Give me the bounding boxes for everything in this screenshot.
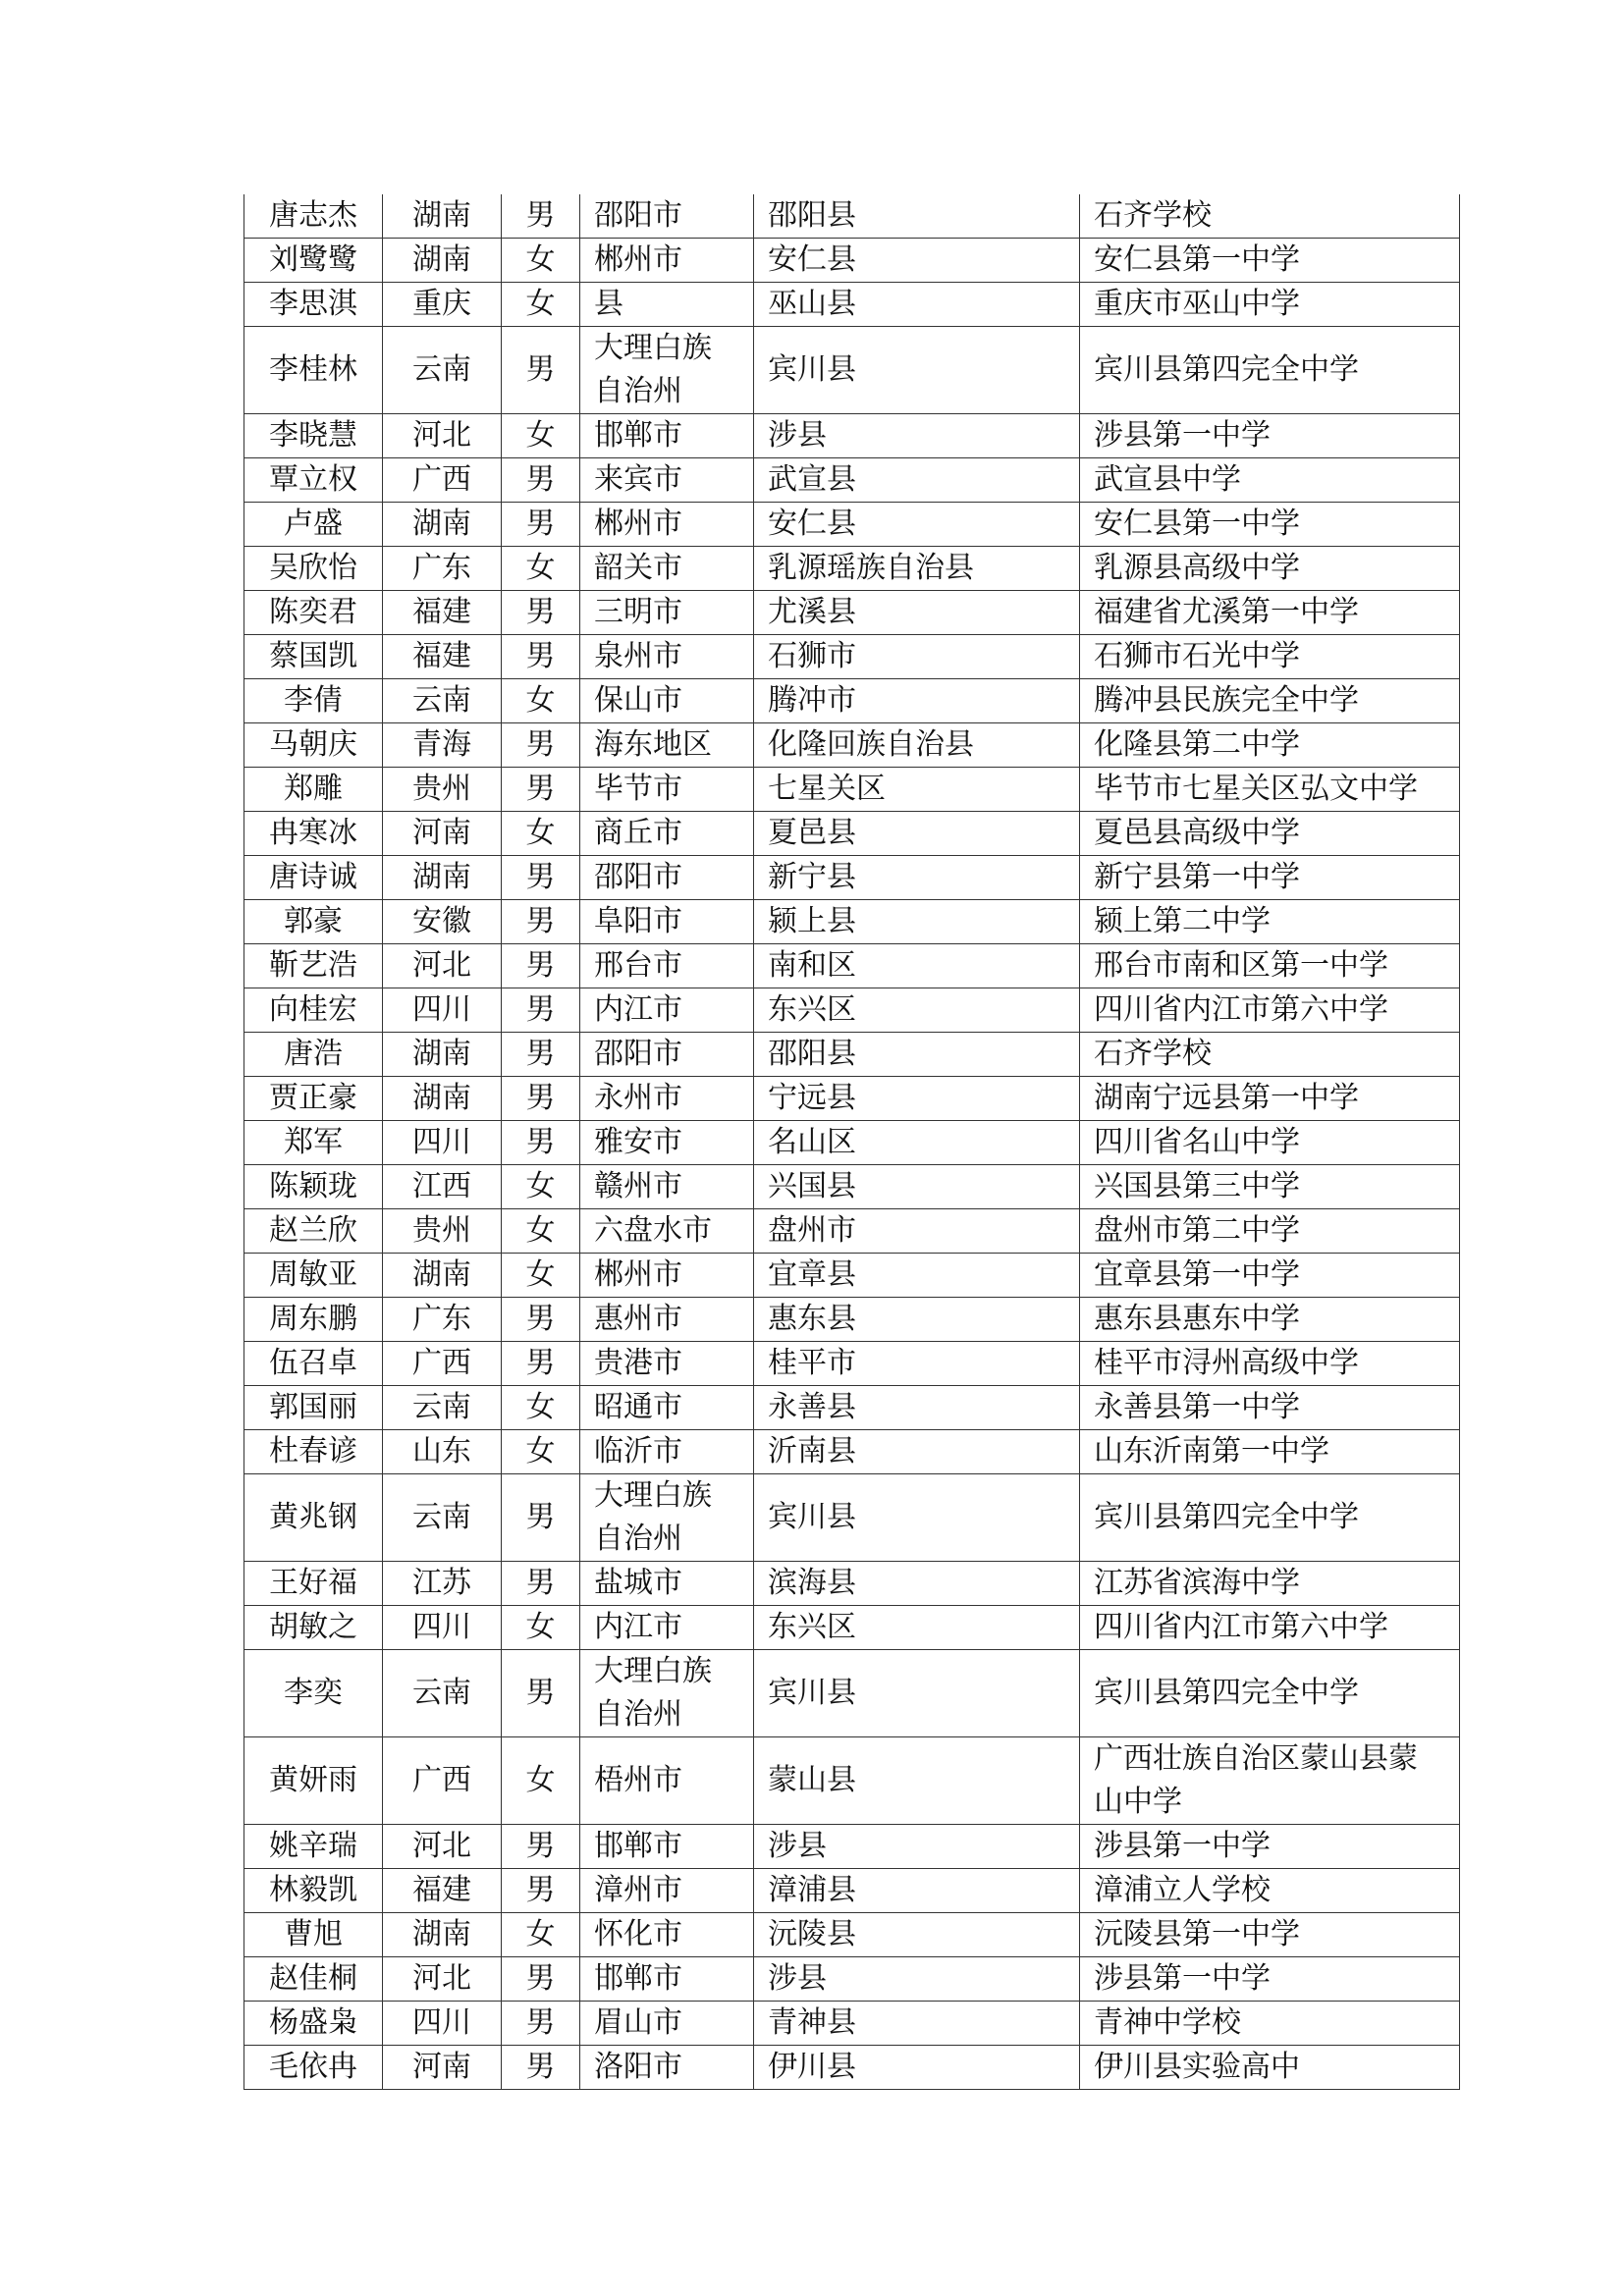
city-cell: 邯郸市 <box>580 414 754 458</box>
province-cell: 福建 <box>383 1869 502 1913</box>
gender-cell: 男 <box>502 194 580 239</box>
school-cell: 湖南宁远县第一中学 <box>1080 1077 1460 1121</box>
gender-cell: 男 <box>502 1033 580 1077</box>
county-cell: 名山区 <box>754 1121 1080 1165</box>
county-cell: 腾冲市 <box>754 679 1080 723</box>
county-cell: 宾川县 <box>754 1474 1080 1562</box>
province-cell: 湖南 <box>383 1254 502 1298</box>
gender-cell: 男 <box>502 1562 580 1606</box>
student-name-cell: 冉寒冰 <box>244 812 383 856</box>
city-cell: 邯郸市 <box>580 1957 754 2002</box>
gender-cell: 女 <box>502 1254 580 1298</box>
table-row <box>244 2002 1460 2046</box>
gender-cell: 男 <box>502 1650 580 1737</box>
city-cell: 惠州市 <box>580 1298 754 1342</box>
gender-cell: 女 <box>502 812 580 856</box>
school-cell: 邢台市南和区第一中学 <box>1080 944 1460 988</box>
student-name-cell: 赵佳桐 <box>244 1957 383 2002</box>
table-row <box>244 1474 1460 1562</box>
city-cell: 海东地区 <box>580 723 754 768</box>
city-cell: 大理白族自治州 <box>580 1474 754 1562</box>
school-cell: 兴国县第三中学 <box>1080 1165 1460 1209</box>
county-cell: 宜章县 <box>754 1254 1080 1298</box>
table-row <box>244 856 1460 900</box>
county-cell: 青神县 <box>754 2002 1080 2046</box>
student-name-cell: 马朝庆 <box>244 723 383 768</box>
school-cell: 盘州市第二中学 <box>1080 1209 1460 1254</box>
county-cell: 武宣县 <box>754 458 1080 503</box>
student-name-cell: 唐浩 <box>244 1033 383 1077</box>
student-name-cell: 刘鹭鹭 <box>244 239 383 283</box>
table-row <box>244 414 1460 458</box>
city-cell: 赣州市 <box>580 1165 754 1209</box>
city-cell: 盐城市 <box>580 1562 754 1606</box>
province-cell: 河北 <box>383 1957 502 2002</box>
table-row <box>244 1165 1460 1209</box>
table-row <box>244 1254 1460 1298</box>
student-name-cell: 唐志杰 <box>244 194 383 239</box>
county-cell: 沅陵县 <box>754 1913 1080 1957</box>
student-name-cell: 胡敏之 <box>244 1606 383 1650</box>
student-name-cell: 伍召卓 <box>244 1342 383 1386</box>
school-cell: 重庆市巫山中学 <box>1080 283 1460 327</box>
province-cell: 江苏 <box>383 1562 502 1606</box>
table-row <box>244 1650 1460 1737</box>
school-cell: 惠东县惠东中学 <box>1080 1298 1460 1342</box>
gender-cell: 女 <box>502 414 580 458</box>
city-cell: 商丘市 <box>580 812 754 856</box>
city-cell: 县 <box>580 283 754 327</box>
gender-cell: 男 <box>502 1474 580 1562</box>
province-cell: 四川 <box>383 988 502 1033</box>
gender-cell: 男 <box>502 1825 580 1869</box>
gender-cell: 男 <box>502 1077 580 1121</box>
county-cell: 东兴区 <box>754 1606 1080 1650</box>
county-cell: 永善县 <box>754 1386 1080 1430</box>
school-cell: 石齐学校 <box>1080 194 1460 239</box>
city-cell: 保山市 <box>580 679 754 723</box>
school-cell: 宾川县第四完全中学 <box>1080 1650 1460 1737</box>
city-cell: 阜阳市 <box>580 900 754 944</box>
school-cell: 毕节市七星关区弘文中学 <box>1080 768 1460 812</box>
school-cell: 涉县第一中学 <box>1080 1825 1460 1869</box>
city-cell: 邵阳市 <box>580 856 754 900</box>
table-row <box>244 988 1460 1033</box>
student-name-cell: 杜春谚 <box>244 1430 383 1474</box>
school-cell: 宜章县第一中学 <box>1080 1254 1460 1298</box>
school-cell: 安仁县第一中学 <box>1080 239 1460 283</box>
city-cell: 泉州市 <box>580 635 754 679</box>
gender-cell: 男 <box>502 2046 580 2090</box>
city-cell: 大理白族自治州 <box>580 1650 754 1737</box>
gender-cell: 男 <box>502 1121 580 1165</box>
province-cell: 贵州 <box>383 1209 502 1254</box>
student-roster-table <box>244 194 1460 2090</box>
province-cell: 广西 <box>383 458 502 503</box>
school-cell: 夏邑县高级中学 <box>1080 812 1460 856</box>
gender-cell: 男 <box>502 635 580 679</box>
student-name-cell: 李思淇 <box>244 283 383 327</box>
table-row <box>244 1562 1460 1606</box>
table-row <box>244 2046 1460 2090</box>
county-cell: 七星关区 <box>754 768 1080 812</box>
gender-cell: 男 <box>502 900 580 944</box>
school-cell: 涉县第一中学 <box>1080 414 1460 458</box>
school-cell: 武宣县中学 <box>1080 458 1460 503</box>
student-name-cell: 郑雕 <box>244 768 383 812</box>
table-row <box>244 635 1460 679</box>
province-cell: 广西 <box>383 1737 502 1825</box>
school-cell: 山东沂南第一中学 <box>1080 1430 1460 1474</box>
province-cell: 云南 <box>383 327 502 414</box>
table-row <box>244 1737 1460 1825</box>
city-cell: 漳州市 <box>580 1869 754 1913</box>
province-cell: 湖南 <box>383 856 502 900</box>
school-cell: 广西壮族自治区蒙山县蒙山中学 <box>1080 1737 1460 1825</box>
gender-cell: 女 <box>502 1737 580 1825</box>
province-cell: 云南 <box>383 1386 502 1430</box>
gender-cell: 男 <box>502 1869 580 1913</box>
city-cell: 临沂市 <box>580 1430 754 1474</box>
table-row <box>244 503 1460 547</box>
county-cell: 颍上县 <box>754 900 1080 944</box>
city-cell: 邵阳市 <box>580 194 754 239</box>
city-cell: 三明市 <box>580 591 754 635</box>
province-cell: 福建 <box>383 591 502 635</box>
province-cell: 江西 <box>383 1165 502 1209</box>
student-name-cell: 蔡国凯 <box>244 635 383 679</box>
school-cell: 腾冲县民族完全中学 <box>1080 679 1460 723</box>
county-cell: 漳浦县 <box>754 1869 1080 1913</box>
table-row <box>244 812 1460 856</box>
table-row <box>244 1033 1460 1077</box>
county-cell: 桂平市 <box>754 1342 1080 1386</box>
city-cell: 郴州市 <box>580 503 754 547</box>
table-row <box>244 1869 1460 1913</box>
student-name-cell: 姚辛瑞 <box>244 1825 383 1869</box>
school-cell: 宾川县第四完全中学 <box>1080 327 1460 414</box>
city-cell: 昭通市 <box>580 1386 754 1430</box>
student-name-cell: 郑军 <box>244 1121 383 1165</box>
table-row <box>244 1606 1460 1650</box>
county-cell: 巫山县 <box>754 283 1080 327</box>
gender-cell: 男 <box>502 327 580 414</box>
city-cell: 大理白族自治州 <box>580 327 754 414</box>
table-row <box>244 1430 1460 1474</box>
table-row <box>244 547 1460 591</box>
school-cell: 福建省尤溪第一中学 <box>1080 591 1460 635</box>
student-name-cell: 唐诗诚 <box>244 856 383 900</box>
gender-cell: 男 <box>502 723 580 768</box>
county-cell: 安仁县 <box>754 503 1080 547</box>
student-name-cell: 李桂林 <box>244 327 383 414</box>
student-name-cell: 覃立权 <box>244 458 383 503</box>
table-row <box>244 1121 1460 1165</box>
province-cell: 青海 <box>383 723 502 768</box>
school-cell: 桂平市浔州高级中学 <box>1080 1342 1460 1386</box>
school-cell: 四川省名山中学 <box>1080 1121 1460 1165</box>
school-cell: 颍上第二中学 <box>1080 900 1460 944</box>
school-cell: 石齐学校 <box>1080 1033 1460 1077</box>
province-cell: 山东 <box>383 1430 502 1474</box>
county-cell: 东兴区 <box>754 988 1080 1033</box>
school-cell: 乳源县高级中学 <box>1080 547 1460 591</box>
student-name-cell: 黄兆钢 <box>244 1474 383 1562</box>
county-cell: 宁远县 <box>754 1077 1080 1121</box>
gender-cell: 男 <box>502 768 580 812</box>
city-cell: 邵阳市 <box>580 1033 754 1077</box>
county-cell: 乳源瑶族自治县 <box>754 547 1080 591</box>
county-cell: 兴国县 <box>754 1165 1080 1209</box>
student-name-cell: 郭豪 <box>244 900 383 944</box>
table-row <box>244 900 1460 944</box>
province-cell: 广东 <box>383 547 502 591</box>
student-name-cell: 毛依冉 <box>244 2046 383 2090</box>
county-cell: 宾川县 <box>754 327 1080 414</box>
county-cell: 惠东县 <box>754 1298 1080 1342</box>
province-cell: 广东 <box>383 1298 502 1342</box>
county-cell: 南和区 <box>754 944 1080 988</box>
school-cell: 四川省内江市第六中学 <box>1080 1606 1460 1650</box>
province-cell: 四川 <box>383 1121 502 1165</box>
roster-body <box>244 194 1460 2090</box>
school-cell: 安仁县第一中学 <box>1080 503 1460 547</box>
province-cell: 河北 <box>383 1825 502 1869</box>
gender-cell: 男 <box>502 944 580 988</box>
table-row <box>244 1298 1460 1342</box>
county-cell: 邵阳县 <box>754 1033 1080 1077</box>
province-cell: 云南 <box>383 1650 502 1737</box>
student-name-cell: 吴欣怡 <box>244 547 383 591</box>
province-cell: 河南 <box>383 812 502 856</box>
student-name-cell: 李倩 <box>244 679 383 723</box>
county-cell: 涉县 <box>754 1957 1080 2002</box>
table-row <box>244 1913 1460 1957</box>
school-cell: 永善县第一中学 <box>1080 1386 1460 1430</box>
gender-cell: 男 <box>502 503 580 547</box>
school-cell: 沅陵县第一中学 <box>1080 1913 1460 1957</box>
student-name-cell: 陈颖珑 <box>244 1165 383 1209</box>
school-cell: 新宁县第一中学 <box>1080 856 1460 900</box>
student-name-cell: 林毅凯 <box>244 1869 383 1913</box>
county-cell: 新宁县 <box>754 856 1080 900</box>
province-cell: 湖南 <box>383 503 502 547</box>
table-row <box>244 1077 1460 1121</box>
gender-cell: 女 <box>502 1165 580 1209</box>
gender-cell: 男 <box>502 988 580 1033</box>
student-name-cell: 卢盛 <box>244 503 383 547</box>
table-row <box>244 194 1460 239</box>
city-cell: 梧州市 <box>580 1737 754 1825</box>
city-cell: 郴州市 <box>580 1254 754 1298</box>
table-row <box>244 458 1460 503</box>
gender-cell: 男 <box>502 2002 580 2046</box>
province-cell: 河南 <box>383 2046 502 2090</box>
table-row <box>244 283 1460 327</box>
student-name-cell: 向桂宏 <box>244 988 383 1033</box>
student-name-cell: 郭国丽 <box>244 1386 383 1430</box>
province-cell: 福建 <box>383 635 502 679</box>
province-cell: 湖南 <box>383 1077 502 1121</box>
province-cell: 湖南 <box>383 194 502 239</box>
province-cell: 云南 <box>383 1474 502 1562</box>
county-cell: 宾川县 <box>754 1650 1080 1737</box>
gender-cell: 女 <box>502 1430 580 1474</box>
city-cell: 邢台市 <box>580 944 754 988</box>
gender-cell: 男 <box>502 1957 580 2002</box>
province-cell: 云南 <box>383 679 502 723</box>
school-cell: 涉县第一中学 <box>1080 1957 1460 2002</box>
city-cell: 洛阳市 <box>580 2046 754 2090</box>
province-cell: 湖南 <box>383 1033 502 1077</box>
province-cell: 广西 <box>383 1342 502 1386</box>
city-cell: 永州市 <box>580 1077 754 1121</box>
province-cell: 河北 <box>383 944 502 988</box>
table-row <box>244 1957 1460 2002</box>
city-cell: 毕节市 <box>580 768 754 812</box>
school-cell: 石狮市石光中学 <box>1080 635 1460 679</box>
province-cell: 贵州 <box>383 768 502 812</box>
student-name-cell: 曹旭 <box>244 1913 383 1957</box>
table-row <box>244 327 1460 414</box>
city-cell: 内江市 <box>580 1606 754 1650</box>
gender-cell: 女 <box>502 1386 580 1430</box>
table-row <box>244 1209 1460 1254</box>
county-cell: 沂南县 <box>754 1430 1080 1474</box>
school-cell: 化隆县第二中学 <box>1080 723 1460 768</box>
table-row <box>244 768 1460 812</box>
province-cell: 重庆 <box>383 283 502 327</box>
province-cell: 湖南 <box>383 1913 502 1957</box>
school-cell: 伊川县实验高中 <box>1080 2046 1460 2090</box>
gender-cell: 女 <box>502 239 580 283</box>
gender-cell: 男 <box>502 1298 580 1342</box>
gender-cell: 女 <box>502 1606 580 1650</box>
county-cell: 盘州市 <box>754 1209 1080 1254</box>
city-cell: 来宾市 <box>580 458 754 503</box>
table-row <box>244 1386 1460 1430</box>
student-name-cell: 李奕 <box>244 1650 383 1737</box>
gender-cell: 男 <box>502 458 580 503</box>
table-row <box>244 679 1460 723</box>
county-cell: 涉县 <box>754 414 1080 458</box>
student-name-cell: 赵兰欣 <box>244 1209 383 1254</box>
county-cell: 化隆回族自治县 <box>754 723 1080 768</box>
county-cell: 涉县 <box>754 1825 1080 1869</box>
gender-cell: 女 <box>502 1913 580 1957</box>
city-cell: 雅安市 <box>580 1121 754 1165</box>
student-name-cell: 黄妍雨 <box>244 1737 383 1825</box>
gender-cell: 女 <box>502 679 580 723</box>
county-cell: 邵阳县 <box>754 194 1080 239</box>
table-row <box>244 591 1460 635</box>
county-cell: 安仁县 <box>754 239 1080 283</box>
student-name-cell: 周东鹏 <box>244 1298 383 1342</box>
city-cell: 郴州市 <box>580 239 754 283</box>
city-cell: 邯郸市 <box>580 1825 754 1869</box>
gender-cell: 男 <box>502 856 580 900</box>
city-cell: 内江市 <box>580 988 754 1033</box>
province-cell: 四川 <box>383 2002 502 2046</box>
province-cell: 安徽 <box>383 900 502 944</box>
table-row <box>244 723 1460 768</box>
city-cell: 眉山市 <box>580 2002 754 2046</box>
student-name-cell: 李晓慧 <box>244 414 383 458</box>
school-cell: 宾川县第四完全中学 <box>1080 1474 1460 1562</box>
city-cell: 韶关市 <box>580 547 754 591</box>
school-cell: 四川省内江市第六中学 <box>1080 988 1460 1033</box>
school-cell: 漳浦立人学校 <box>1080 1869 1460 1913</box>
student-name-cell: 靳艺浩 <box>244 944 383 988</box>
county-cell: 滨海县 <box>754 1562 1080 1606</box>
gender-cell: 女 <box>502 283 580 327</box>
school-cell: 江苏省滨海中学 <box>1080 1562 1460 1606</box>
school-cell: 青神中学校 <box>1080 2002 1460 2046</box>
gender-cell: 男 <box>502 1342 580 1386</box>
gender-cell: 男 <box>502 591 580 635</box>
student-name-cell: 陈奕君 <box>244 591 383 635</box>
city-cell: 贵港市 <box>580 1342 754 1386</box>
table-row <box>244 1342 1460 1386</box>
student-name-cell: 王好福 <box>244 1562 383 1606</box>
county-cell: 夏邑县 <box>754 812 1080 856</box>
county-cell: 伊川县 <box>754 2046 1080 2090</box>
table-row <box>244 944 1460 988</box>
table-row <box>244 1825 1460 1869</box>
province-cell: 四川 <box>383 1606 502 1650</box>
city-cell: 怀化市 <box>580 1913 754 1957</box>
gender-cell: 女 <box>502 547 580 591</box>
table-row <box>244 239 1460 283</box>
county-cell: 尤溪县 <box>754 591 1080 635</box>
county-cell: 石狮市 <box>754 635 1080 679</box>
student-name-cell: 杨盛枭 <box>244 2002 383 2046</box>
city-cell: 六盘水市 <box>580 1209 754 1254</box>
student-name-cell: 周敏亚 <box>244 1254 383 1298</box>
gender-cell: 女 <box>502 1209 580 1254</box>
county-cell: 蒙山县 <box>754 1737 1080 1825</box>
province-cell: 河北 <box>383 414 502 458</box>
province-cell: 湖南 <box>383 239 502 283</box>
student-name-cell: 贾正豪 <box>244 1077 383 1121</box>
